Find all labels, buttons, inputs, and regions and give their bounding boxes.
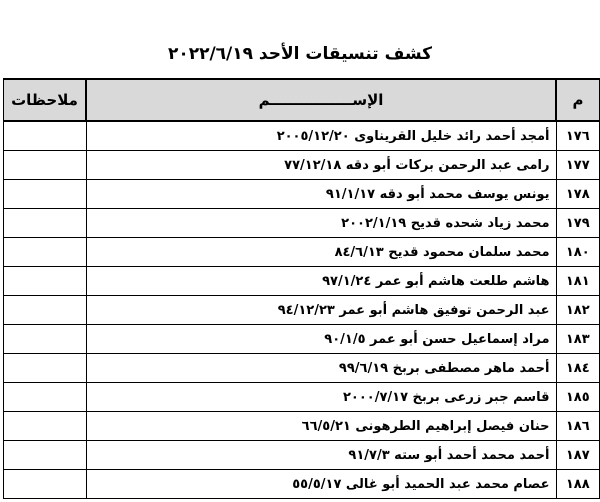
row-number: ١٨١ (556, 267, 600, 296)
row-notes (4, 441, 87, 470)
row-notes (4, 267, 87, 296)
row-number: ١٧٨ (556, 180, 600, 209)
row-name: محمد سلمان محمود قديح ٨٤/٦/١٣ (86, 238, 556, 267)
table-row (4, 354, 600, 383)
header-notes: ملاحظات (4, 79, 87, 121)
row-name: حنان فيصل إبراهيم الطرهونى ٦٦/٥/٢١ (86, 412, 556, 441)
row-notes (4, 238, 87, 267)
row-name: مراد إسماعيل حسن أبو عمر ٩٠/١/٥ (86, 325, 556, 354)
row-name: هاشم طلعت هاشم أبو عمر ٩٧/١/٢٤ (86, 267, 556, 296)
row-number: ١٧٩ (556, 209, 600, 238)
table-row (4, 209, 600, 238)
row-number: ١٨٨ (556, 470, 600, 499)
row-name: رامى عبد الرحمن بركات أبو دقه ٧٧/١٢/١٨ (86, 151, 556, 180)
row-notes (4, 180, 87, 209)
row-name: أمجد أحمد رائد خليل القريناوى ٢٠٠٥/١٢/٢٠ (86, 121, 556, 151)
table-row (4, 383, 600, 412)
table-row (4, 121, 600, 151)
row-number: ١٧٦ (556, 121, 600, 151)
sheet-title: كشف تنسيقات الأحد ٢٠٢٢/٦/١٩ (167, 44, 433, 64)
table-row (4, 325, 600, 354)
row-notes (4, 470, 87, 499)
row-name: محمد زياد شحده قديح ٢٠٠٢/١/١٩ (86, 209, 556, 238)
table-row (4, 238, 600, 267)
names-table (3, 78, 600, 499)
header-name: الإســــــــــــــــم (86, 79, 556, 121)
table-row (4, 151, 600, 180)
table-row (4, 267, 600, 296)
row-number: ١٨٥ (556, 383, 600, 412)
row-number: ١٨٤ (556, 354, 600, 383)
table-row (4, 180, 600, 209)
row-number: ١٨٢ (556, 296, 600, 325)
row-name: أحمد ماهر مصطفى بربخ ٩٩/٦/١٩ (86, 354, 556, 383)
header-num: م (556, 79, 600, 121)
row-notes (4, 151, 87, 180)
row-number: ١٨٠ (556, 238, 600, 267)
row-name: عصام محمد عبد الحميد أبو غالى ٥٥/٥/١٧ (86, 470, 556, 499)
row-name: قاسم جبر زرعى بربخ ٢٠٠٠/٧/١٧ (86, 383, 556, 412)
table-row (4, 412, 600, 441)
row-number: ١٨٧ (556, 441, 600, 470)
row-notes (4, 121, 87, 151)
row-number: ١٨٦ (556, 412, 600, 441)
row-notes (4, 383, 87, 412)
row-notes (4, 296, 87, 325)
table-row (4, 296, 600, 325)
row-notes (4, 209, 87, 238)
row-notes (4, 412, 87, 441)
row-number: ١٨٣ (556, 325, 600, 354)
header-row (4, 79, 600, 121)
table-row (4, 441, 600, 470)
row-name: عبد الرحمن توفيق هاشم أبو عمر ٩٤/١٢/٢٣ (86, 296, 556, 325)
row-name: يونس يوسف محمد أبو دقه ٩١/١/١٧ (86, 180, 556, 209)
row-number: ١٧٧ (556, 151, 600, 180)
row-notes (4, 354, 87, 383)
row-notes (4, 325, 87, 354)
table-row (4, 470, 600, 499)
row-name: أحمد محمد أحمد أبو سته ٩١/٧/٣ (86, 441, 556, 470)
